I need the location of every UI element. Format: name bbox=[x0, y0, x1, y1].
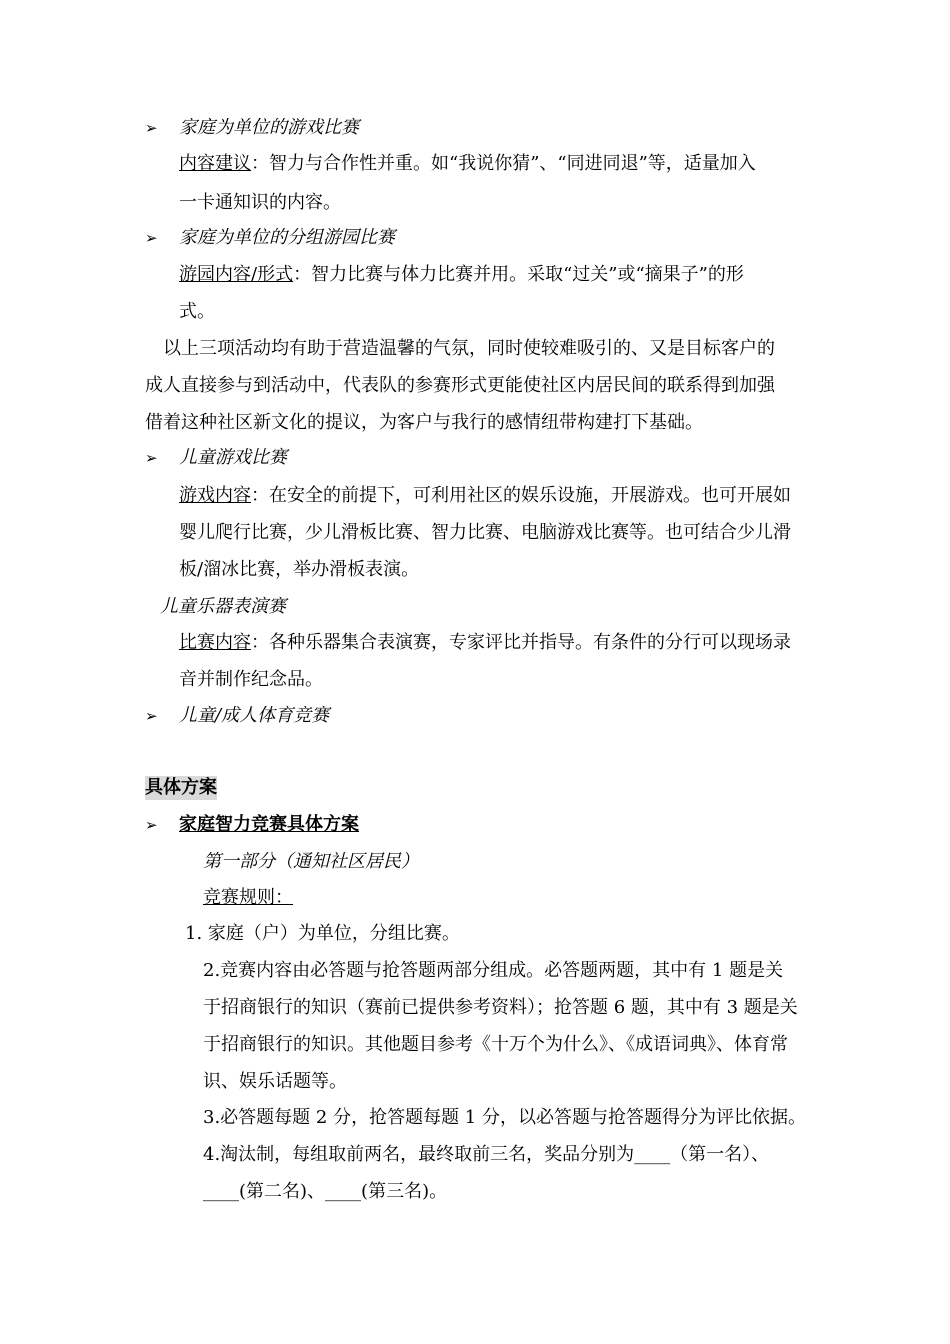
section-title: 家庭为单位的游戏比赛 bbox=[179, 117, 359, 138]
content-text: ：智力比赛与体力比赛并用。采取“过关”或“摘果子”的形 bbox=[293, 264, 744, 285]
content-text: 婴儿爬行比赛，少儿滑板比赛、智力比赛、电脑游戏比赛等。也可结合少儿滑 bbox=[179, 522, 791, 543]
arrow-bullet-icon: ➢ bbox=[145, 229, 158, 247]
arrow-bullet-icon: ➢ bbox=[145, 816, 158, 834]
paragraph-line: 借着这种社区新文化的提议，为客户与我行的感情纽带构建打下基础。 bbox=[145, 412, 703, 433]
part-title: 第一部分（通知社区居民） bbox=[203, 851, 419, 872]
section-title: 家庭为单位的分组游园比赛 bbox=[179, 227, 395, 248]
rule-item: 2.竞赛内容由必答题与抢答题两部分组成。必答题两题，其中有 1 题是关 bbox=[203, 960, 784, 981]
paragraph-line: 成人直接参与到活动中，代表队的参赛形式更能使社区内居民间的联系得到加强 bbox=[145, 375, 775, 396]
rule-item: 于招商银行的知识。其他题目参考《十万个为什么》、《成语词典》、体育常 bbox=[203, 1034, 788, 1055]
rule-item: 4.淘汰制，每组取前两名，最终取前三名，奖品分别为____（第一名）、 bbox=[203, 1144, 770, 1165]
rules-label: 竞赛规则： bbox=[203, 887, 293, 908]
content-text: 板/溜冰比赛，举办滑板表演。 bbox=[179, 559, 420, 580]
section-content bbox=[179, 631, 791, 655]
section-title: 儿童游戏比赛 bbox=[179, 447, 287, 468]
rule-item: ____(第二名)、____(第三名)。 bbox=[203, 1181, 448, 1202]
paragraph-line: 以上三项活动均有助于营造温馨的气氛，同时使较难吸引的、又是目标客户的 bbox=[163, 338, 775, 359]
rule-item: 识、娱乐话题等。 bbox=[203, 1071, 347, 1092]
content-label: 游戏内容 bbox=[179, 485, 251, 506]
section-content bbox=[179, 484, 791, 508]
section-title: 儿童乐器表演赛 bbox=[160, 596, 286, 617]
section-content bbox=[179, 263, 744, 287]
plan-heading: 具体方案 bbox=[145, 777, 217, 798]
arrow-bullet-icon: ➢ bbox=[145, 119, 158, 137]
content-label: 游园内容/形式 bbox=[179, 264, 294, 285]
rule-item: 3.必答题每题 2 分，抢答题每题 1 分，以必答题与抢答题得分为评比依据。 bbox=[203, 1107, 806, 1128]
content-label: 内容建议 bbox=[179, 153, 251, 174]
rule-item: 于招商银行的知识（赛前已提供参考资料）；抢答题 6 题，其中有 3 题是关 bbox=[203, 997, 798, 1018]
content-text: 音并制作纪念品。 bbox=[179, 669, 323, 690]
plan-subheading: 家庭智力竞赛具体方案 bbox=[179, 814, 359, 835]
arrow-bullet-icon: ➢ bbox=[145, 449, 158, 467]
content-text: 一卡通知识的内容。 bbox=[179, 192, 341, 213]
arrow-bullet-icon: ➢ bbox=[145, 707, 158, 725]
content-text: 式。 bbox=[179, 301, 215, 322]
content-label: 比赛内容 bbox=[179, 632, 251, 653]
content-text: ：智力与合作性并重。如“我说你猜”、“同进同退”等，适量加入 bbox=[251, 153, 756, 174]
content-text: ：各种乐器集合表演赛，专家评比并指导。有条件的分行可以现场录 bbox=[251, 632, 791, 653]
section-title: 儿童/成人体育竞赛 bbox=[179, 705, 330, 726]
content-text: ：在安全的前提下，可利用社区的娱乐设施，开展游戏。也可开展如 bbox=[251, 485, 791, 506]
section-content bbox=[179, 152, 805, 176]
rule-item: 1. 家庭（户）为单位，分组比赛。 bbox=[185, 923, 460, 944]
